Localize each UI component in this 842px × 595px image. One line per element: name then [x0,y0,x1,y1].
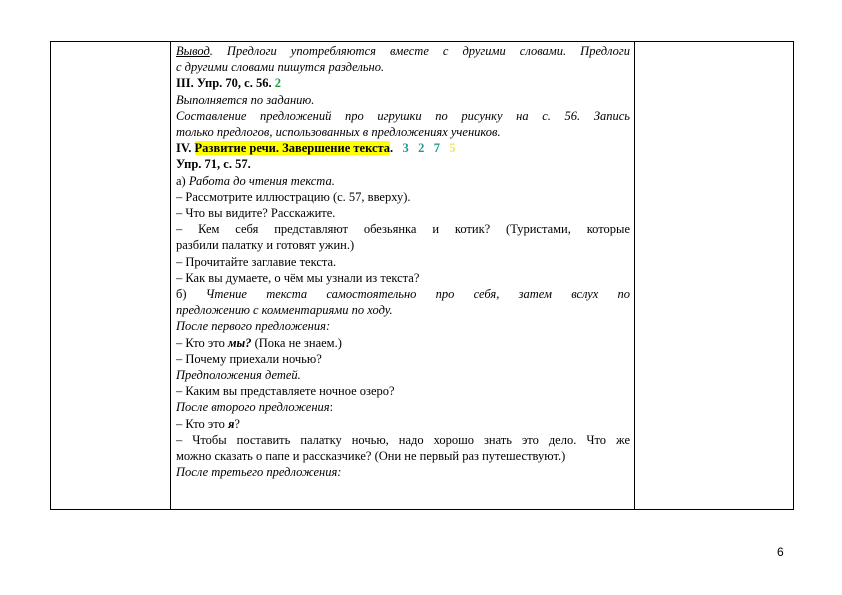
text-line: – Рассмотрите иллюстрацию (с. 57, вверху). [176,189,411,204]
text-line: Выполняется по заданию. [176,92,315,107]
marker-number: 2 [418,141,425,156]
text-line: – Как вы думаете, о чём мы узнали из текста? [176,270,420,285]
marker-number: 2 [274,76,281,91]
table-row [51,42,794,510]
text-line: После второго предложения: [176,400,334,415]
text-line: – Прочитайте заглавие текста. [176,254,337,269]
text-line: – Что вы видите? Расскажите. [176,206,336,221]
marker-number: 7 [433,141,441,156]
marker-number: 3 [402,141,409,156]
highlighted-title: Развитие речи. Завершение текста [194,141,391,156]
text-line: Составление предложений про игрушки по рисунку на с. 56. Запись [176,108,630,123]
text-line: – Чтобы поставить палатку ночью, надо хорошо знать это дело. Что же [176,432,630,447]
stage-column-cell [51,42,171,510]
text-line: Предположения детей. [176,368,301,383]
text-line: – Каким вы представляете ночное озеро? [176,384,395,399]
lesson-table [50,41,794,510]
notes-column-cell [635,42,794,510]
text-line: После третьего предложения: [176,465,342,480]
exercise-heading: Упр. 71, с. 57. [176,157,251,172]
content-column-cell [171,42,635,510]
text-line: а) Работа до чтения текста. [176,173,335,188]
text-line: – Кто это мы? (Пока не знаем.) [176,335,342,350]
conclusion-label: Вывод [176,44,210,58]
text-line: можно сказать о папе и рассказчике? (Они не первый раз путешествуют.) [176,449,566,464]
exercise-heading: III. Упр. 70, с. 56. 2 [176,76,281,91]
marker-number: 5 [449,141,456,156]
text-line: – Кем себя представляют обезьянка и котик? (Туристами, которые [176,222,630,237]
text-line: предложению с комментариями по ходу. [176,303,393,318]
text-line: только предлогов, использованных в предложениях учеников. [176,125,501,140]
text-line: – Почему приехали ночью? [176,351,322,366]
section-heading: IV. Развитие речи. Завершение текста. 3 2 7 5 [176,141,456,156]
text-line: разбили палатку и готовят ужин.) [176,238,355,253]
text-line: Вывод. Предлоги употребляются вместе с другими словами. Предлоги [176,44,630,58]
text-line: б) Чтение текста самостоятельно про себя, затем вслух по [176,287,630,302]
page-number: 6 [777,545,784,559]
text-line: – Кто это я? [176,416,240,431]
text-line: с другими словами пишутся раздельно. [176,60,385,75]
text-line: После первого предложения: [176,319,331,334]
